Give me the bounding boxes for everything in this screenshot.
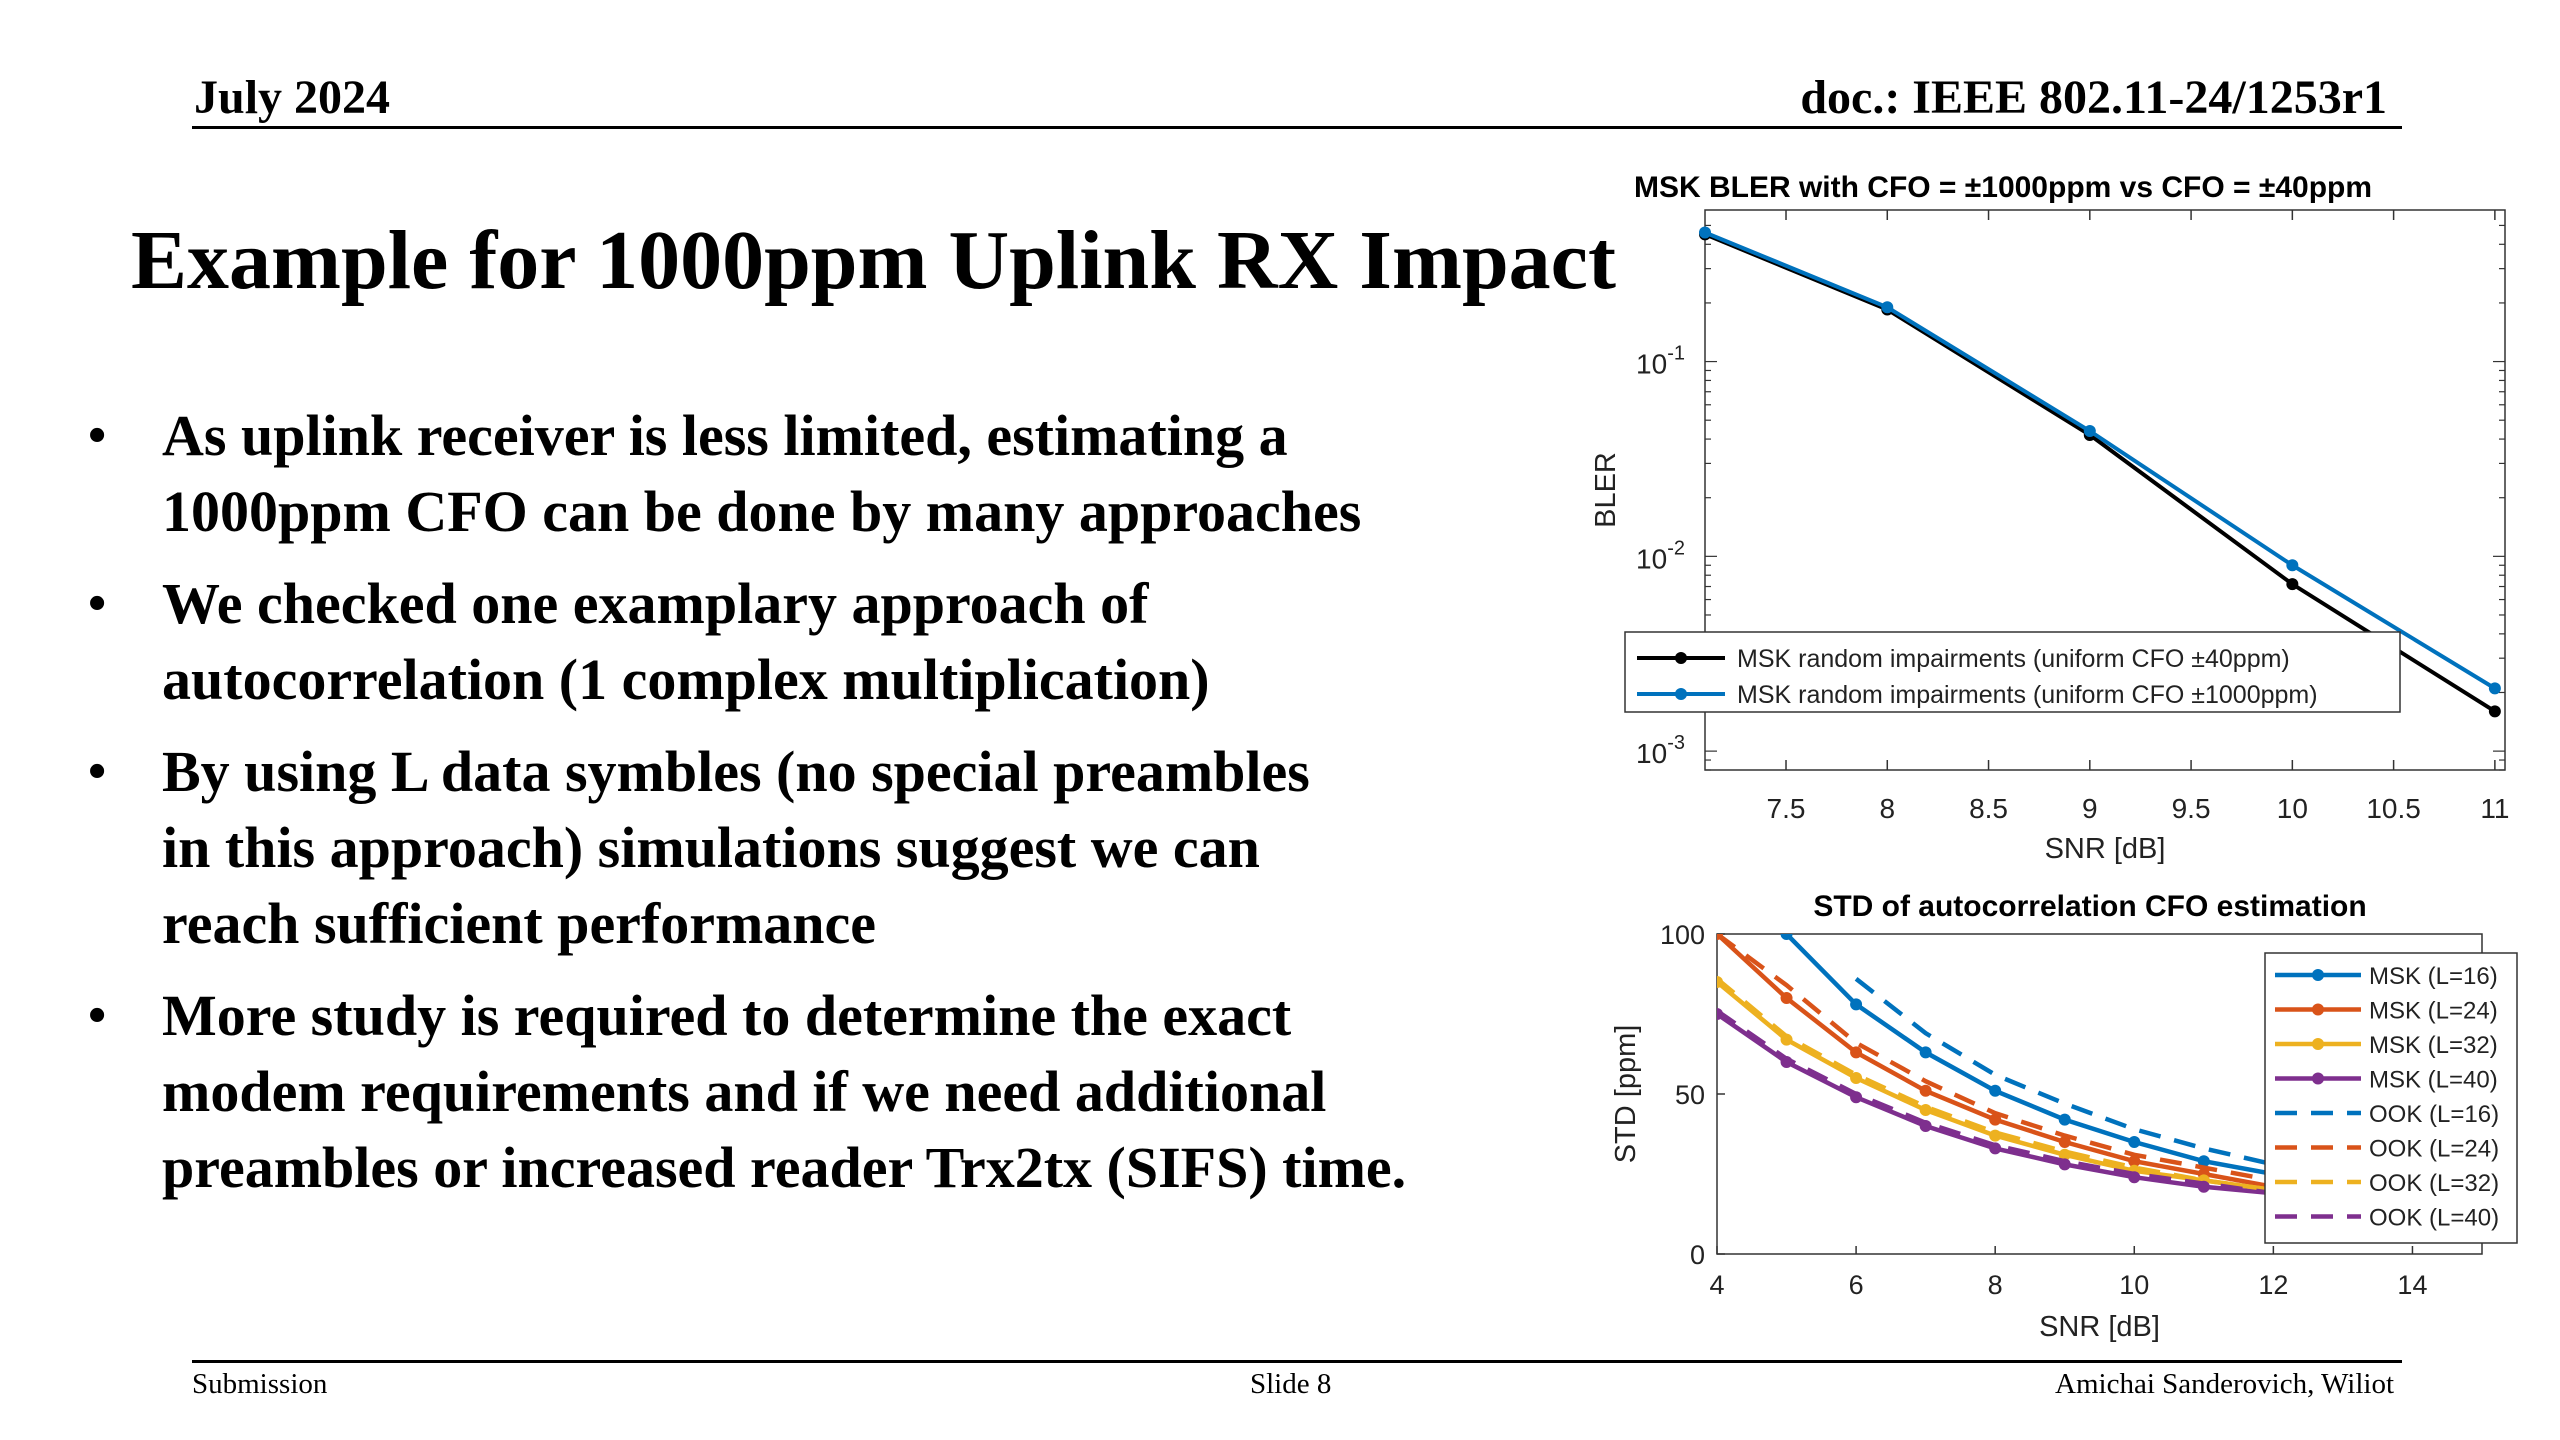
y-tick-label [1636, 343, 1685, 380]
data-point [2489, 705, 2501, 717]
legend-label: MSK random impairments (uniform CFO ±1000ppm) [1737, 681, 2318, 709]
legend-label: MSK (L=32) [2369, 1032, 2498, 1059]
series-group [1711, 928, 2279, 1199]
legend-label: OOK (L=24) [2369, 1135, 2500, 1163]
y-tick-label [1636, 732, 1685, 769]
data-point [1781, 992, 1793, 1004]
x-tick-label: 12 [2258, 1270, 2289, 1300]
std-chart [1600, 880, 2560, 1360]
y-tick-base: 10 [1636, 543, 1668, 575]
chart-title: MSK BLER with CFO = ±1000ppm vs CFO = ±40ppm [1633, 171, 2373, 204]
y-tick-label [1636, 537, 1685, 574]
legend-marker [2312, 1073, 2324, 1085]
data-point [1850, 998, 1862, 1010]
y-axis-label: STD [ppm] [1610, 1024, 1642, 1164]
x-axis-label: SNR [dB] [2044, 833, 2166, 865]
x-tick-label: 10 [2276, 793, 2308, 824]
data-point [2286, 559, 2298, 571]
bullet-dot: • [88, 575, 107, 632]
bullet-item [88, 398, 1568, 550]
legend-box [2265, 953, 2517, 1243]
y-tick-exp: -3 [1667, 732, 1685, 755]
series-line [1705, 232, 2495, 688]
header-doc-id: doc.: IEEE 802.11-24/1253r1 [1800, 71, 2387, 124]
bullet-line: modem requirements and if we need additional [162, 1059, 1327, 1124]
chart-title: STD of autocorrelation CFO estimation [1813, 890, 2367, 923]
footer-rule [192, 1360, 2402, 1363]
legend-label: OOK (L=32) [2369, 1170, 2500, 1197]
bullet-item [88, 734, 1568, 962]
x-tick-label: 4 [1709, 1270, 1725, 1300]
legend-label: OOK (L=40) [2369, 1204, 2500, 1232]
legend-marker [2312, 1038, 2324, 1050]
bullet-line: reach sufficient performance [162, 891, 877, 956]
x-tick-label: 14 [2397, 1270, 2428, 1300]
data-point [1920, 1104, 1932, 1116]
data-point [1989, 1085, 2001, 1097]
x-tick-label: 6 [1848, 1270, 1864, 1300]
x-tick-label: 7.5 [1766, 793, 1806, 824]
y-tick-base: 10 [1636, 738, 1668, 770]
data-point [2286, 578, 2298, 590]
legend-label: MSK (L=16) [2369, 963, 2498, 990]
data-point [2489, 682, 2501, 694]
legend-label: MSK (L=24) [2369, 997, 2498, 1025]
x-tick-label: 11 [2480, 793, 2510, 824]
y-tick-base: 10 [1636, 348, 1668, 380]
bullet-line: As uplink receiver is less limited, estimating a [162, 403, 1288, 468]
data-point [1850, 1046, 1862, 1058]
legend-label: MSK random impairments (uniform CFO ±40ppm) [1737, 645, 2290, 673]
legend-marker [2312, 1004, 2324, 1016]
bullet-line: in this approach) simulations suggest we can [162, 815, 1260, 880]
x-tick-label: 9.5 [2171, 793, 2211, 824]
x-tick-label: 8.5 [1969, 793, 2009, 824]
bullet-line: More study is required to determine the exact [162, 983, 1292, 1048]
series-line [1717, 1014, 2273, 1193]
header-date: July 2024 [194, 71, 391, 124]
data-point [1920, 1085, 1932, 1097]
x-tick-label: 10.5 [2366, 793, 2421, 824]
bullet-dot: • [88, 743, 107, 800]
bullet-line: 1000ppm CFO can be done by many approaches [162, 479, 1362, 544]
y-tick-exp: -2 [1667, 537, 1685, 560]
data-point [1781, 928, 1793, 940]
data-point [1920, 1046, 1932, 1058]
footer-submission: Submission [192, 1368, 328, 1400]
bullet-list [88, 398, 1568, 1222]
y-tick-label: 100 [1659, 920, 1705, 950]
legend-label: MSK (L=40) [2369, 1066, 2498, 1094]
x-tick-label: 10 [2119, 1270, 2150, 1300]
bullet-line: We checked one examplary approach of [162, 571, 1149, 636]
data-point [1881, 301, 1893, 313]
bullet-item [88, 978, 1568, 1206]
series-line-dashed [1717, 1011, 2273, 1193]
footer-slide-number: Slide 8 [1250, 1368, 1332, 1400]
bullet-dot: • [88, 407, 107, 464]
bullet-line: By using L data symbles (no special preambles [162, 739, 1310, 804]
data-point [2059, 1114, 2071, 1126]
data-point [2128, 1136, 2140, 1148]
data-point [1699, 226, 1711, 238]
legend-marker [2312, 969, 2324, 981]
y-tick-label: 50 [1674, 1080, 1705, 1110]
bullet-item [88, 566, 1568, 718]
x-axis-label: SNR [dB] [2039, 1311, 2160, 1343]
data-point [2084, 425, 2096, 437]
bullet-line: preambles or increased reader Trx2tx (SIFS) time. [162, 1135, 1407, 1200]
footer-author: Amichai Sanderovich, Wiliot [2055, 1368, 2394, 1400]
y-tick-exp: -1 [1667, 342, 1685, 365]
legend-marker [1675, 652, 1687, 664]
x-tick-label: 8 [1987, 1270, 2003, 1300]
bullet-dot: • [88, 987, 107, 1044]
y-tick-label: 0 [1689, 1240, 1705, 1270]
bullet-line: autocorrelation (1 complex multiplication) [162, 647, 1210, 712]
x-tick-label: 8 [1879, 793, 1896, 824]
y-axis-label: BLER [1590, 452, 1622, 528]
header-rule [192, 126, 2402, 129]
slide-title: Example for 1000ppm Uplink RX Impact [131, 214, 1616, 307]
x-tick-label: 9 [2082, 793, 2098, 824]
legend-label: OOK (L=16) [2369, 1101, 2500, 1128]
bler-chart [1560, 160, 2560, 880]
legend-marker [1675, 688, 1687, 700]
